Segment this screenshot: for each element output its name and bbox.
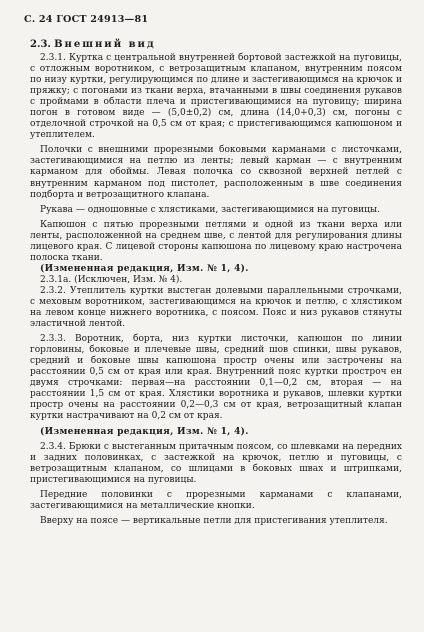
paragraph-sleeves: Рукава — одношовные с хлястиками, застегивающимися на пуговицы. [40,204,381,215]
section-heading: Внешний вид [54,39,156,50]
paragraph-pockets: Полочки с внешними прорезными боковыми карманами с листочками, застегивающимися на петлю из ленты; левый карман — с внутренним карманом для обоймы. Левая полочка со сквозной верхней петлей с внутренним карманом под пистолет, расположенным в шве соединения подборта и ветрозащитного клапана. [30,145,402,200]
paragraph-2-3-1: 2.3.1. Куртка с центральной внутренней бортовой застежкой на пуговицы, с отложным воротником, с ветрозащитным клапаном, внутренним поясом по низу куртки, регулирующимся по длине и застегивающимся на крючок и пряжку; с погонами из ткани верха, втачанными в швы соединения рукавов с проймами в области плеча и пристегивающимися на пуговицу; ширина погон в готовом виде — (5,0±0,2) см, длина (14,0+0,3) см, погоны с отделочной строчкой на 0,5 см от края; с пристегивающимся капюшоном и утеплителем. [30,53,402,141]
paragraph-2-3-1a: 2.3.1а. (Исключен, Изм. № 4). [40,274,183,285]
amendment-note-2: (Измененная редакция, Изм. № 1, 4). [40,426,249,437]
section-title [30,39,402,50]
paragraph-2-3-4: 2.3.4. Брюки с выстеганным притачным поясом, со шлевками на передних и задних половинках, с застежкой на крючок, петлю и пуговицы, с ветрозащитным клапаном, со шлицами в боковых швах и штрипками, пристегивающимися на пуговицы. [30,441,402,485]
amendment-note-1: (Измененная редакция, Изм. № 1, 4). [40,263,249,274]
paragraph-hood: Капюшон с пятью прорезными петлями и одной из ткани верха или ленты, расположенной на среднем шве, с лентой для регулирования длины лицевого края. С лицевой стороны капюшона по лицевому краю настрочена полоска ткани. [30,219,402,263]
paragraph-2-3-3: 2.3.3. Воротник, борта, низ куртки листочки, капюшон по линии горловины, боковые и плечевые швы, средний шов спинки, швы рукавов, средний и боковые швы капюшона простр очены или застрочены на расстоянии 0,5 см от края или края. Внутренний пояс куртки простроч ен двумя строчками: первая—на расстоянии 0,1—0,2 см, вторая — на расстоянии 1,5 см от края. Хлястики воротника и рукавов, шлевки куртки простр очены на расстоянии 0,2—0,3 см от края, ветрозащитный клапан куртки настрачивают на 0,2 см от края. [30,334,402,422]
paragraph-2-3-2: 2.3.2. Утеплитель куртки выстеган долевыми параллельными строчками, с меховым воротником, застегивающимся на крючок и петлю, с хлястиком на левом конце нижнего воротника, с поясом. Пояс и низ рукавов стянуты эластичной лентой. [30,285,402,330]
paragraph-waistband-loops: Вверху на поясе — вертикальные петли для пристегивания утеплителя. [40,515,388,526]
paragraph-front-halves: Передние половинки с прорезными карманами с клапанами, застегивающимися на металлические кнопки. [30,489,402,511]
section-number: 2.3. [30,39,51,50]
page-header: С. 24 ГОСТ 24913—81 [24,14,149,25]
